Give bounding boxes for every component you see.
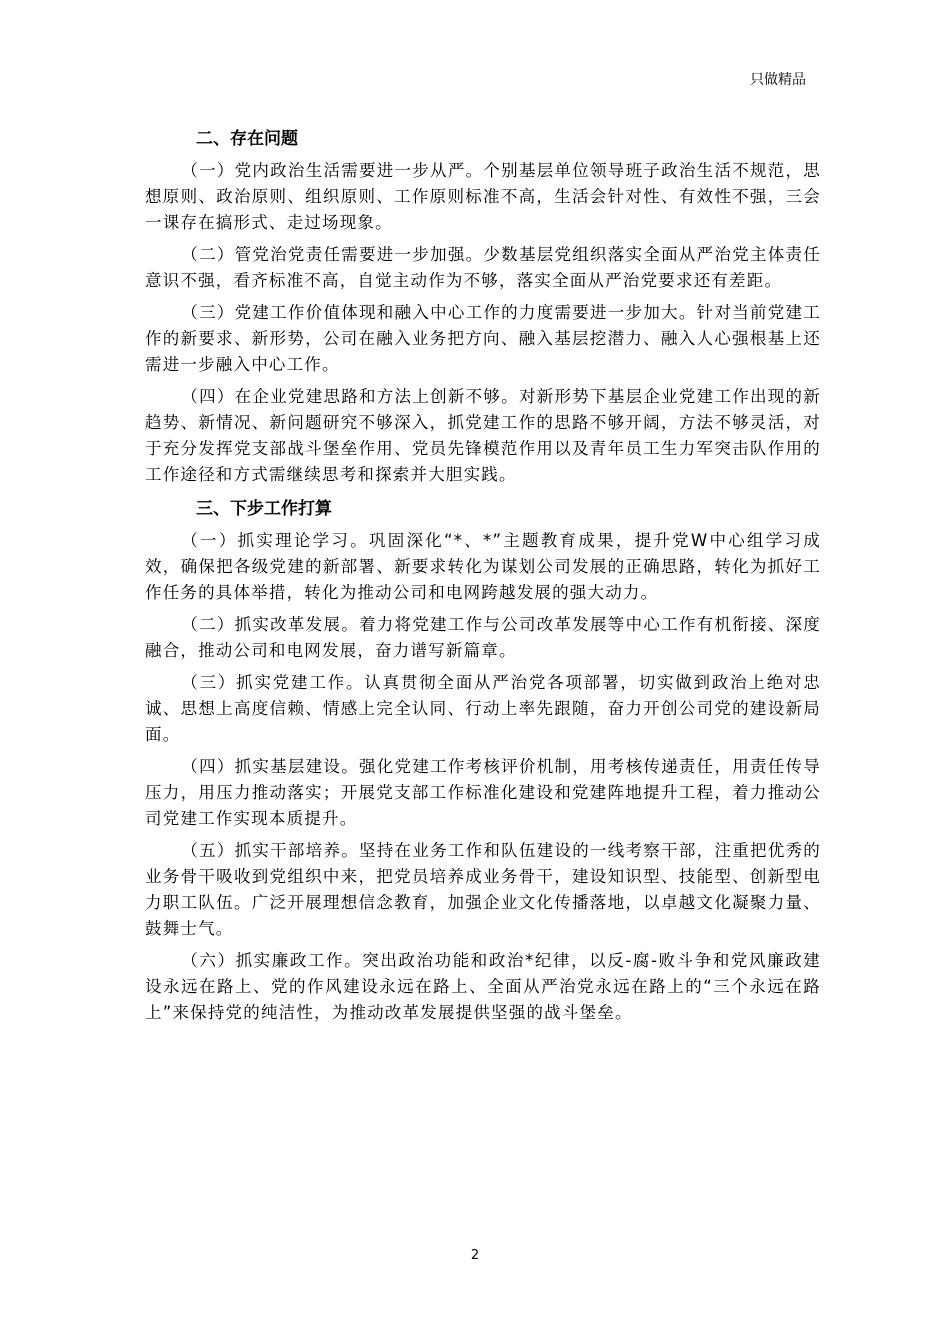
paragraph: （四）在企业党建思路和方法上创新不够。对新形势下基层企业党建工作出现的新趋势、新情况、新问题研究不够深入，抓党建工作的思路不够开阔，方法不够灵活，对于充分发挥党支部战斗堡垒作用、党员先锋模范作用以及青年员工生力军突击队作用的工作途径和方式需继续思考和探索并大胆实践。: [145, 387, 821, 484]
section-heading-problems: 二、存在问题: [196, 129, 298, 149]
section-heading-next-steps: 三、下步工作打算: [196, 499, 332, 519]
paragraph: （二）管党治党责任需要进一步加强。少数基层党组织落实全面从严治党主体责任意识不强，看齐标准不高，自觉主动作为不够，落实全面从严治党要求还有差距。: [145, 245, 821, 290]
paragraph: （一）党内政治生活需要进一步从严。个别基层单位领导班子政治生活不规范，思想原则、政治原则、组织原则、工作原则标准不高，生活会针对性、有效性不强，三会一课存在搞形式、走过场现象。: [145, 161, 821, 232]
header-note: 只做精品: [750, 72, 806, 88]
paragraph: （五）抓实干部培养。坚持在业务工作和队伍建设的一线考察干部，注重把优秀的业务骨干吸收到党组织中来，把党员培养成业务骨干，建设知识型、技能型、创新型电力职工队伍。广泛开展理想信念教育，加强企业文化传播落地，以卓越文化凝聚力量、鼓舞士气。: [145, 841, 821, 938]
page-number: 2: [470, 1248, 480, 1263]
document-body: [145, 124, 821, 1032]
paragraph: （三）党建工作价值体现和融入中心工作的力度需要进一步加大。针对当前党建工作的新要求、新形势，公司在融入业务把方向、融入基层挖潜力、融入人心强根基上还需进一步融入中心工作。: [145, 303, 821, 374]
paragraph: （二）抓实改革发展。着力将党建工作与公司改革发展等中心工作有机衔接、深度融合，推动公司和电网发展，奋力谱写新篇章。: [145, 615, 821, 660]
paragraph: （三）抓实党建工作。认真贯彻全面从严治党各项部署，切实做到政治上绝对忠诚、思想上高度信赖、情感上完全认同、行动上率先跟随，奋力开创公司党的建设新局面。: [145, 673, 821, 744]
paragraph: （六）抓实廉政工作。突出政治功能和政治*纪律，以反-腐-败斗争和党风廉政建设永远在路上、党的作风建设永远在路上、全面从严治党永远在路上的“三个永远在路上”来保持党的纯洁性，为推动改革发展提供坚强的战斗堡垒。: [145, 951, 821, 1022]
paragraph: （四）抓实基层建设。强化党建工作考核评价机制，用考核传递责任，用责任传导压力，用压力推动落实；开展党支部工作标准化建设和党建阵地提升工程，着力推动公司党建工作实现本质提升。: [145, 757, 821, 828]
paragraph: （一）抓实理论学习。巩固深化“*、*”主题教育成果，提升党W中心组学习成效，确保把各级党建的新部署、新要求转化为谋划公司发展的正确思路，转化为抓好工作任务的具体举措，转化为推动公司和电网跨越发展的强大动力。: [145, 531, 821, 602]
